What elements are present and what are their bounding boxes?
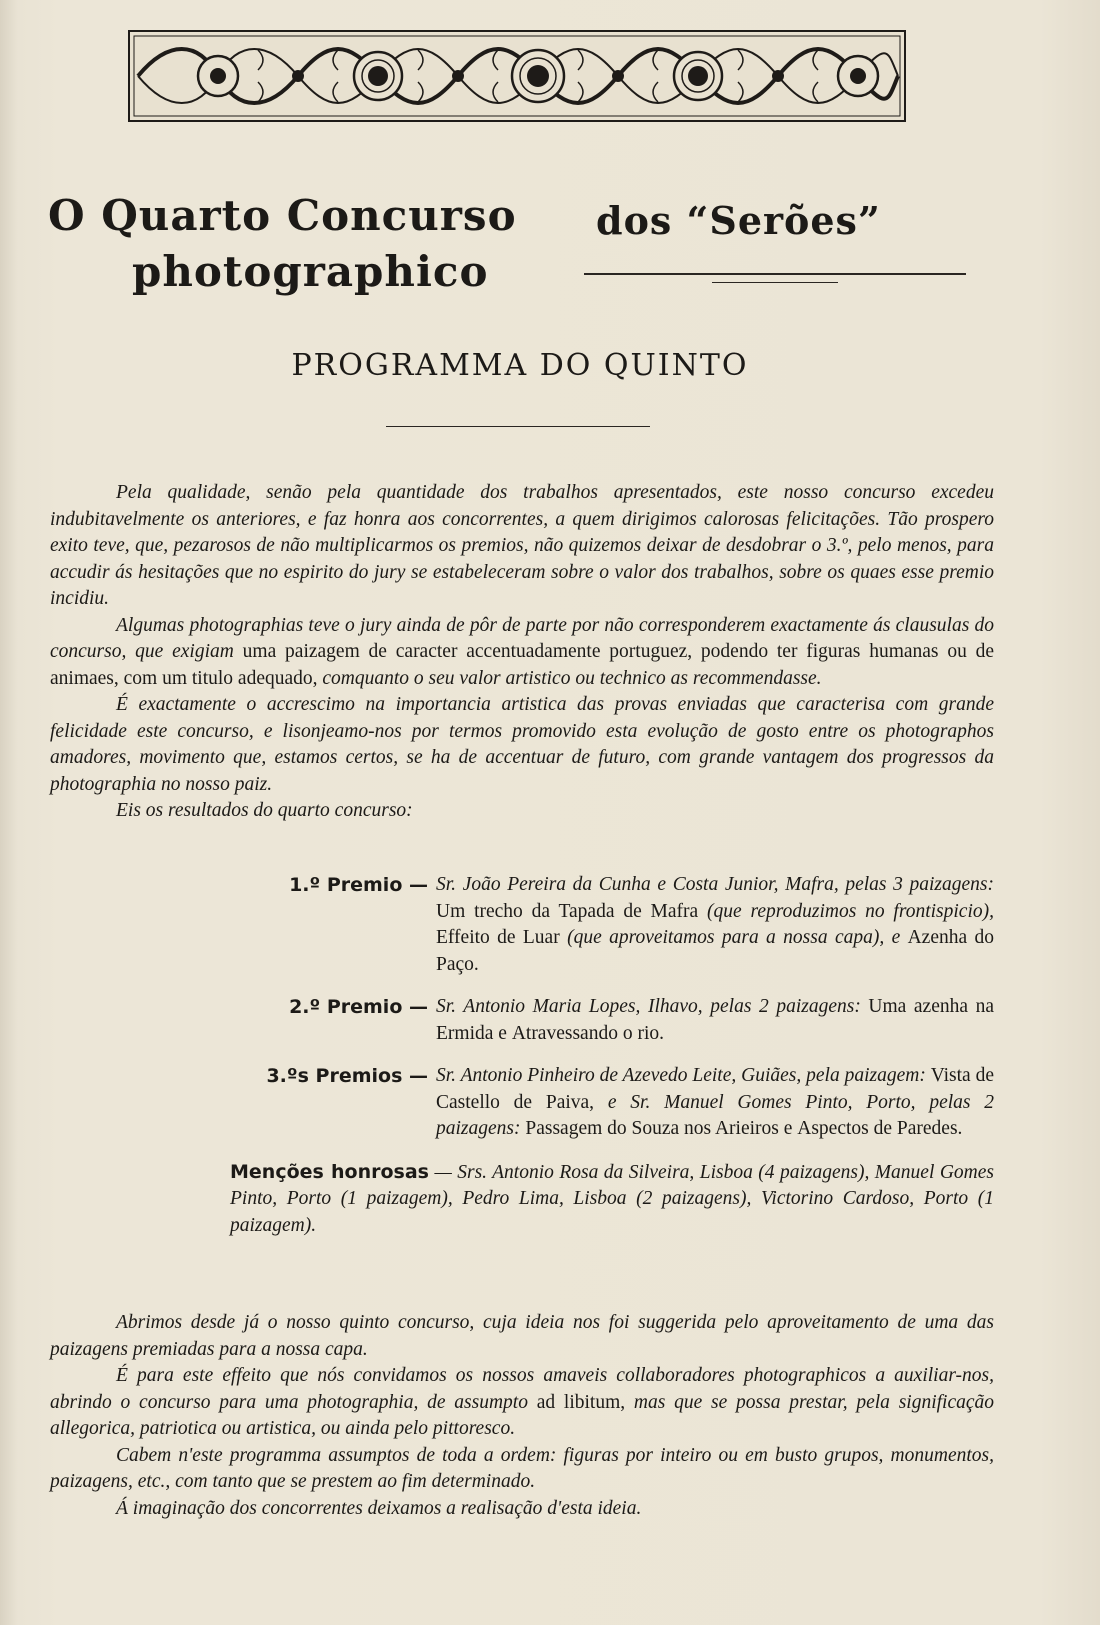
prize-third-text — [436, 1063, 994, 1143]
prize-first-c: (que reproduzimos no frontispicio), — [707, 900, 995, 922]
prize-second-key: 2.º Premio — — [289, 996, 428, 1018]
prize-first-d: Effeito de Luar — [436, 927, 560, 948]
article-body — [50, 480, 994, 825]
prize-first — [50, 872, 994, 978]
title-line-1: O Quarto Concurso — [48, 191, 517, 240]
closing-paragraph-2-b: ad libitum, — [536, 1391, 626, 1413]
mentions-key: Menções honrosas — [230, 1160, 429, 1183]
prize-second-b: Uma azenha na Ermida — [436, 996, 995, 1044]
paragraph-1: Pela qualidade, senão pela quantidade dos trabalhos apresentados, este nosso concurso excedeu indubitavelmente os anteriores, e faz honra aos concorrentes, a quem dirigimos calorosas felicitações. Tão prospero exito teve, que, pezarosos de não multiplicarmos os premios, não quizemos deixar de desdobrar o 3.º, pelo menos, para accudir ás hesitações que no espirito do jury se estabeleceram sobre o valor dos trabalhos, sobre os quaes esse premio incidiu. — [50, 482, 994, 609]
mentions-text: — Srs. Antonio Rosa da Silveira, Lisboa (4 paizagens), Manuel Gomes Pinto, Porto (1 paizagem), Pedro Lima, Lisboa (2 paizagens), Victorino Cardoso, Porto (1 paizagem). — [230, 1161, 994, 1236]
title-right: dos “Serões” — [596, 198, 881, 243]
prize-third-d: Passagem do Souza nos Arieiros — [525, 1118, 779, 1139]
closing-paragraph-1: Abrimos desde já o nosso quinto concurso, cuja ideia nos foi suggerida pelo aproveitamento de uma das paizagens premiadas para a nossa capa. — [50, 1312, 994, 1360]
prize-third-b: Vista de Castello de Paiva, — [436, 1065, 994, 1113]
paragraph-3: É exactamente o accrescimo na importancia artistica das provas enviadas que caracterisa com grande felicidade este concurso, e lisonjeamo-nos por termos promovido esta evolução de gosto entre os photographos amadores, movimento que, estamos certos, se ha de accentuar de futuro, com grande vantagem dos progressos da photographia no nosso paiz. — [50, 694, 994, 795]
prize-third-f: Aspectos de Paredes. — [797, 1118, 963, 1139]
paragraph-2-quote: uma paizagem de caracter accentuadamente portuguez, podendo ter figuras humanas ou de animaes, com um titulo adequado, — [50, 641, 995, 689]
closing-section — [50, 1310, 994, 1522]
section-subtitle: PROGRAMMA DO QUINTO — [291, 348, 749, 383]
prize-first-e: (que aproveitamos para a nossa capa), e — [567, 927, 901, 948]
prize-second-d: Atravessando o rio. — [511, 1022, 664, 1044]
prize-first-label — [50, 872, 436, 978]
prize-third — [50, 1063, 994, 1143]
subtitle-rule — [386, 426, 650, 427]
closing-paragraph-4: Á imaginação dos concorrentes deixamos a realisação d'esta ideia. — [116, 1497, 642, 1519]
prize-first-key: 1.º Premio — — [289, 874, 428, 896]
prize-third-key: 3.ºs Premios — — [266, 1065, 428, 1087]
closing-paragraph-2-a: É para este effeito que nós convidamos os nossos amaveis collaboradores photographicos a auxiliar-nos, abrindo o concurso para uma photographia, de assumpto — [50, 1365, 994, 1413]
title-rule — [584, 273, 966, 275]
prize-second-label — [50, 994, 436, 1047]
closing-paragraph-2-c: mas que se possa prestar, pela significação allegorica, patriotica ou artistica, ou ainda pelo pittoresco. — [50, 1391, 995, 1439]
prize-second — [50, 994, 994, 1047]
prize-list — [50, 872, 994, 1255]
prize-second-text — [436, 994, 994, 1047]
prize-first-f: Azenha do Paço. — [436, 927, 994, 975]
article-title — [48, 188, 608, 300]
prize-third-c: e Sr. Manuel Gomes Pinto, Porto, pelas 2 paizagens: — [436, 1091, 995, 1139]
paragraph-2 — [50, 613, 994, 693]
closing-paragraph-3: Cabem n'este programma assumptos de toda a ordem: figuras por inteiro ou em busto grupos, monumentos, paizagens, etc., com tanto que se prestem ao fim determinado. — [50, 1444, 994, 1492]
honourable-mentions — [50, 1159, 994, 1240]
prize-third-a: Sr. Antonio Pinheiro de Azevedo Leite, Guiães, pela paizagem: — [436, 1065, 926, 1086]
title-line-2: photographico — [132, 247, 489, 296]
prize-third-e: e — [783, 1118, 793, 1139]
ornamental-header-band — [128, 30, 906, 122]
closing-paragraph-2 — [50, 1363, 994, 1443]
paragraph-2-c: comquanto o seu valor artistico ou technico as recommendasse. — [322, 667, 822, 689]
prize-first-b: Um trecho da Tapada de Mafra — [436, 900, 699, 922]
prize-first-text — [436, 872, 994, 978]
paragraph-4: Eis os resultados do quarto concurso: — [116, 800, 413, 821]
prize-third-label — [50, 1063, 436, 1143]
title-rule-short — [712, 282, 838, 283]
prize-second-a: Sr. Antonio Maria Lopes, Ilhavo, pelas 2 paizagens: — [436, 996, 861, 1017]
prize-first-a: Sr. João Pereira da Cunha e Costa Junior, Mafra, pelas 3 paizagens: — [436, 874, 994, 895]
paragraph-2-a: Algumas photographias teve o jury ainda de pôr de parte por não corresponderem exactamente ás clausulas do concurso, que exigiam — [50, 614, 994, 662]
prize-second-c: e — [498, 1022, 507, 1044]
